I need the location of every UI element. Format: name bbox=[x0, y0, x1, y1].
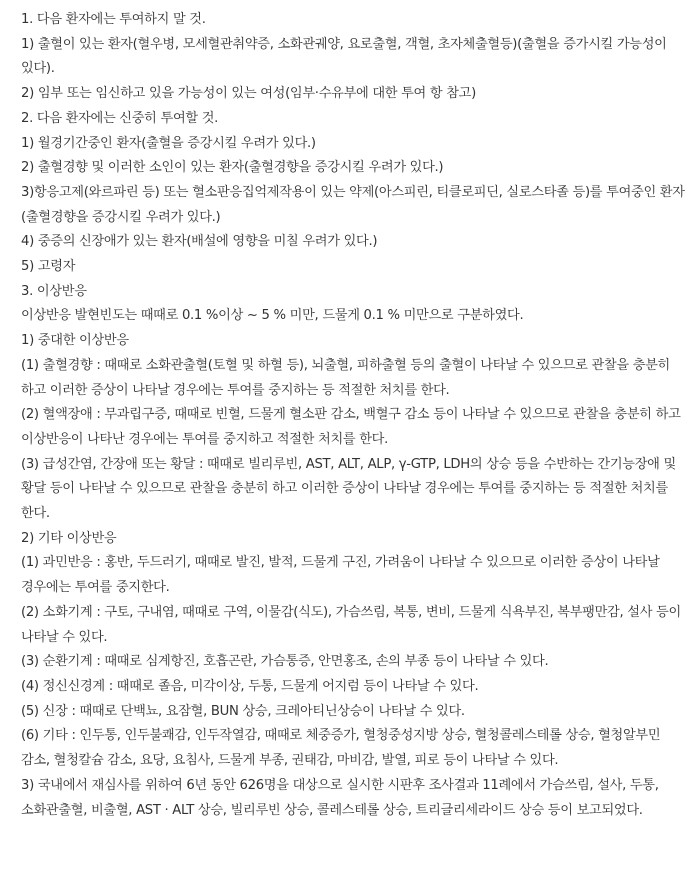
list-item: (3) 순환기계 : 때때로 심계항진, 호흡곤란, 가슴통증, 안면홍조, 손의 부종 등이 나타날 수 있다. bbox=[21, 654, 549, 670]
frequency-note: 이상반응 발현빈도는 때때로 0.1 %이상 ~ 5 % 미만, 드물게 0.1 % 미만으로 구분하였다. bbox=[21, 308, 524, 324]
list-item: (6) 기타 : 인두통, 인두불쾌감, 인두작열감, 때때로 체중증가, 혈청중성지방 상승, 혈청콜레스테롤 상승, 혈청알부민 감소, 혈청칼슘 감소, 요당, 요침사, 드물게 부종, 권태감, 마비감, 발열, 피로 등이 나타날 수 있다. bbox=[21, 728, 661, 769]
list-item: (4) 정신신경계 : 때때로 졸음, 미각이상, 두통, 드물게 어지럼 등이 나타날 수 있다. bbox=[21, 678, 479, 694]
list-item: 1) 출혈이 있는 환자(혈우병, 모세혈관취약증, 소화관궤양, 요로출혈, 객혈, 초자체출혈등)(출혈을 증가시킬 가능성이 있다). bbox=[21, 36, 667, 77]
list-item: (2) 소화기계 : 구토, 구내염, 때때로 구역, 이물감(식도), 가슴쓰림, 복통, 변비, 드물게 식욕부진, 복부팽만감, 설사 등이 나타날 수 있다. bbox=[21, 604, 681, 645]
list-item: 1) 월경기간중인 환자(출혈을 증강시킬 우려가 있다.) bbox=[21, 135, 316, 151]
list-item: (3) 급성간염, 간장애 또는 황달 : 때때로 빌리루빈, AST, ALT, ALP, γ-GTP, LDH의 상승 등을 수반하는 간기능장애 및 황달 등이 나타날 수 있으므로 관찰을 충분히 하고 이러한 증상이 나타날 경우에는 투여를 중지하는 등 적절한 처치를 한다. bbox=[21, 456, 676, 522]
list-item: 4) 중증의 신장애가 있는 환자(배설에 영향을 미칠 우려가 있다.) bbox=[21, 234, 378, 250]
list-item: (2) 혈액장애 : 무과립구증, 때때로 빈혈, 드물게 혈소판 감소, 백혈구 감소 등이 나타날 수 있으므로 관찰을 충분히 하고 이상반응이 나타난 경우에는 투여를 중지하고 적절한 처치를 한다. bbox=[21, 407, 681, 447]
list-item: (1) 출혈경향 : 때때로 소화관출혈(토혈 및 하혈 등), 뇌출혈, 피하출혈 등의 출혈이 나타날 수 있으므로 관찰을 충분히 하고 이러한 증상이 나타날 경우에는 투여를 중지하는 등 적절한 처치를 한다. bbox=[21, 357, 670, 398]
post-marketing-survey: 3) 국내에서 재심사를 위하여 6년 동안 626명을 대상으로 실시한 시판후 조사결과 11례에서 가슴쓰림, 설사, 두통, 소화관출혈, 비출혈, AST · ALT 상승, 빌리루빈 상승, 콜레스테롤 상승, 트리글리세라이드 상승 등이 보고되었다. bbox=[21, 777, 659, 818]
subsection-heading-serious: 1) 중대한 이상반응 bbox=[21, 333, 129, 349]
list-item: (1) 과민반응 : 홍반, 두드러기, 때때로 발진, 발적, 드물게 구진, 가려움이 나타날 수 있으므로 이러한 증상이 나타날 경우에는 투여를 중지한다. bbox=[21, 555, 660, 596]
section-heading-contraindications: 1. 다음 환자에는 투여하지 말 것. bbox=[21, 12, 206, 27]
list-item: 2) 임부 또는 임신하고 있을 가능성이 있는 여성(임부·수유부에 대한 투여 항 참고) bbox=[21, 86, 476, 102]
list-item: 5) 고령자 bbox=[21, 259, 76, 275]
list-item: 2) 출혈경향 및 이러한 소인이 있는 환자(출혈경향을 증강시킬 우려가 있다.) bbox=[21, 160, 444, 176]
list-item: 3)항응고제(와르파린 등) 또는 혈소판응집억제작용이 있는 약제(아스피린, 티클로피딘, 실로스타졸 등)를 투여중인 환자(출혈경향을 증강시킬 우려가 있다.) bbox=[21, 184, 685, 225]
subsection-heading-other: 2) 기타 이상반응 bbox=[21, 530, 117, 546]
section-heading-adverse-reactions: 3. 이상반응 bbox=[21, 283, 87, 299]
section-heading-precautions: 2. 다음 환자에는 신중히 투여할 것. bbox=[21, 110, 219, 126]
list-item: (5) 신장 : 때때로 단백뇨, 요잠혈, BUN 상승, 크레아티닌상승이 나타날 수 있다. bbox=[21, 703, 465, 719]
